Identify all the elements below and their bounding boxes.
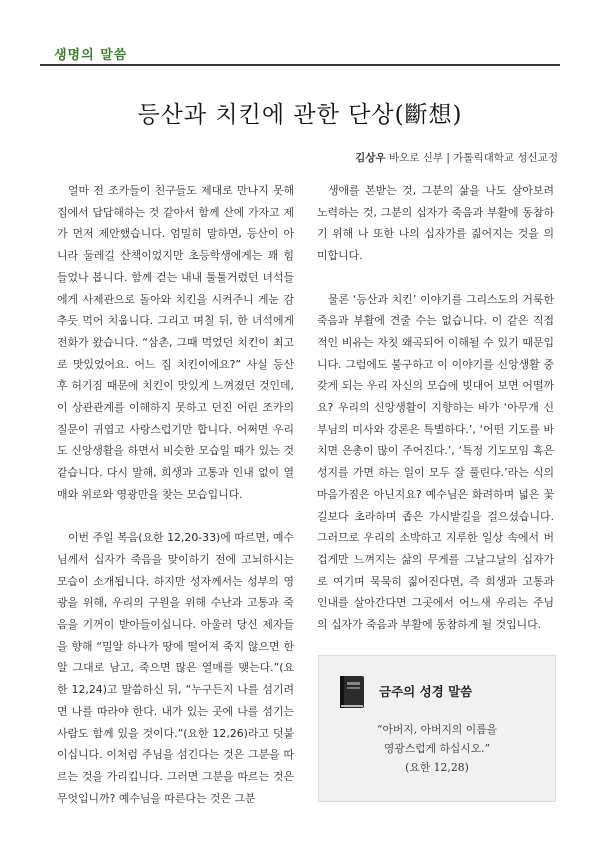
weekly-verse-box bbox=[318, 655, 556, 802]
paragraph: 얼마 전 조카들이 친구들도 제대로 만나지 못해 집에서 답답해하는 것 같아서 함께 산에 가자고 제가 먼저 제안했습니다. 엄밀히 말하면, 등산이 아니라 둘레길 산책이었지만 초등학생에게는 꽤 힘들었나 봅니다. 함께 걷는 내내 툴툴거렸던 녀석들에게 사제관으로 돌아와 치킨을 시켜주니 게눈 감추듯 먹어 치웁니다. 그리고 며칠 뒤, 한 녀석에게 전화가 왔습니다. “삼촌, 그때 먹었던 치킨이 최고로 맛있었어요. 어느 집 치킨이에요?” 사실 등산 후 허기짐 때문에 치킨이 맛있게 느껴졌던 것인데, 이 상관관계를 이해하지 못하고 던진 어린 조카의 질문이 귀엽고 사랑스럽기만 합니다. 어쩌면 우리도 신앙생활을 하면서 비슷한 모습일 때가 있는 것 같습니다. 다시 말해, 희생과 고통과 인내 없이 열매와 위로와 영광만을 찾는 모습입니다. bbox=[57, 184, 294, 501]
verse-box-title: 금주의 성경 말씀 bbox=[379, 684, 473, 699]
article-title: 등산과 치킨에 관한 단상(斷想) bbox=[137, 102, 463, 128]
paragraph: 생애를 본받는 것, 그분의 삶을 나도 살아보려 노력하는 것, 그분의 십자가 죽음과 부활에 동참하기 위해 나 또한 나의 십자가를 짊어지는 것을 의미합니다. bbox=[317, 184, 554, 263]
paragraph: 이번 주일 복음(요한 12,20-33)에 따르면, 예수님께서 십자가 죽음을 맞이하기 전에 고뇌하시는 모습이 소개됩니다. 하지만 성자께서는 성부의 영광을 위해, 우리의 구원을 위해 수난과 고통과 죽음을 기꺼이 받아들이십니다. 아울러 당신 제자들을 향해 “밀알 하나가 땅에 떨어져 죽지 않으면 한 알 그대로 남고, 죽으면 많은 열매를 맺는다.”(요한 12,24)고 말씀하신 뒤, “누구든지 나를 섬기려면 나를 따라야 한다. 내가 있는 곳에 나를 섬기는 사람도 함께 있을 것이다.”(요한 12,26)라고 덧붙이십니다. 이처럼 주님을 섬긴다는 것은 그분을 따르는 것을 가리킵니다. 그러면 그분을 따르는 것은 무엇입니까? 예수님을 따른다는 것은 그분 bbox=[57, 531, 294, 805]
verse-text bbox=[319, 720, 555, 777]
section-header bbox=[40, 44, 560, 66]
paragraph: 물론 ‘등산과 치킨’ 이야기를 그리스도의 거룩한 죽음과 부활에 견줄 수는 없습니다. 이 같은 직접적인 비유는 자칫 왜곡되어 이해될 수 있기 때문입니다. 그럼에도 불구하고 이 이야기를 신앙생활 중 갖게 되는 우리 자신의 모습에 빗대어 보면 어떨까요? 우리의 신앙생활이 지향하는 바가 ‘아무개 신부님의 미사와 강론은 특별하다.’, ‘어떤 기도를 바치면 은총이 많이 주어진다.’, ‘특정 기도모임 혹은 성지를 가면 하는 일이 모두 잘 풀린다.’라는 식의 마음가짐은 아닌지요? 예수님은 화려하며 넓은 꽃길보다 초라하며 좁은 가시밭길을 걸으셨습니다. 그러므로 우리의 소박하고 지루한 일상 속에서 버겁게만 느껴지는 삶의 무게를 그날그날의 십자가로 여기며 묵묵히 짊어진다면, 즉 희생과 고통과 인내를 살아간다면 그곳에서 어느새 우리는 주님의 십자가 죽음과 부활에 동참하게 될 것입니다. bbox=[317, 292, 554, 632]
author-line bbox=[355, 150, 558, 165]
section-label: 생명의 말씀 bbox=[54, 48, 128, 63]
verse-line: 영광스럽게 하십시오.” bbox=[383, 742, 491, 755]
left-column bbox=[57, 180, 294, 831]
verse-reference: (요한 12,28) bbox=[405, 761, 469, 774]
right-column bbox=[317, 180, 554, 657]
author-info: 바오로 신부 | 가톨릭대학교 성신교정 bbox=[388, 152, 558, 164]
author-name: 김상우 bbox=[355, 152, 386, 164]
header-rule bbox=[40, 64, 560, 66]
verse-line: “아버지, 아버지의 이름을 bbox=[376, 723, 498, 736]
bible-book-icon bbox=[337, 674, 367, 710]
